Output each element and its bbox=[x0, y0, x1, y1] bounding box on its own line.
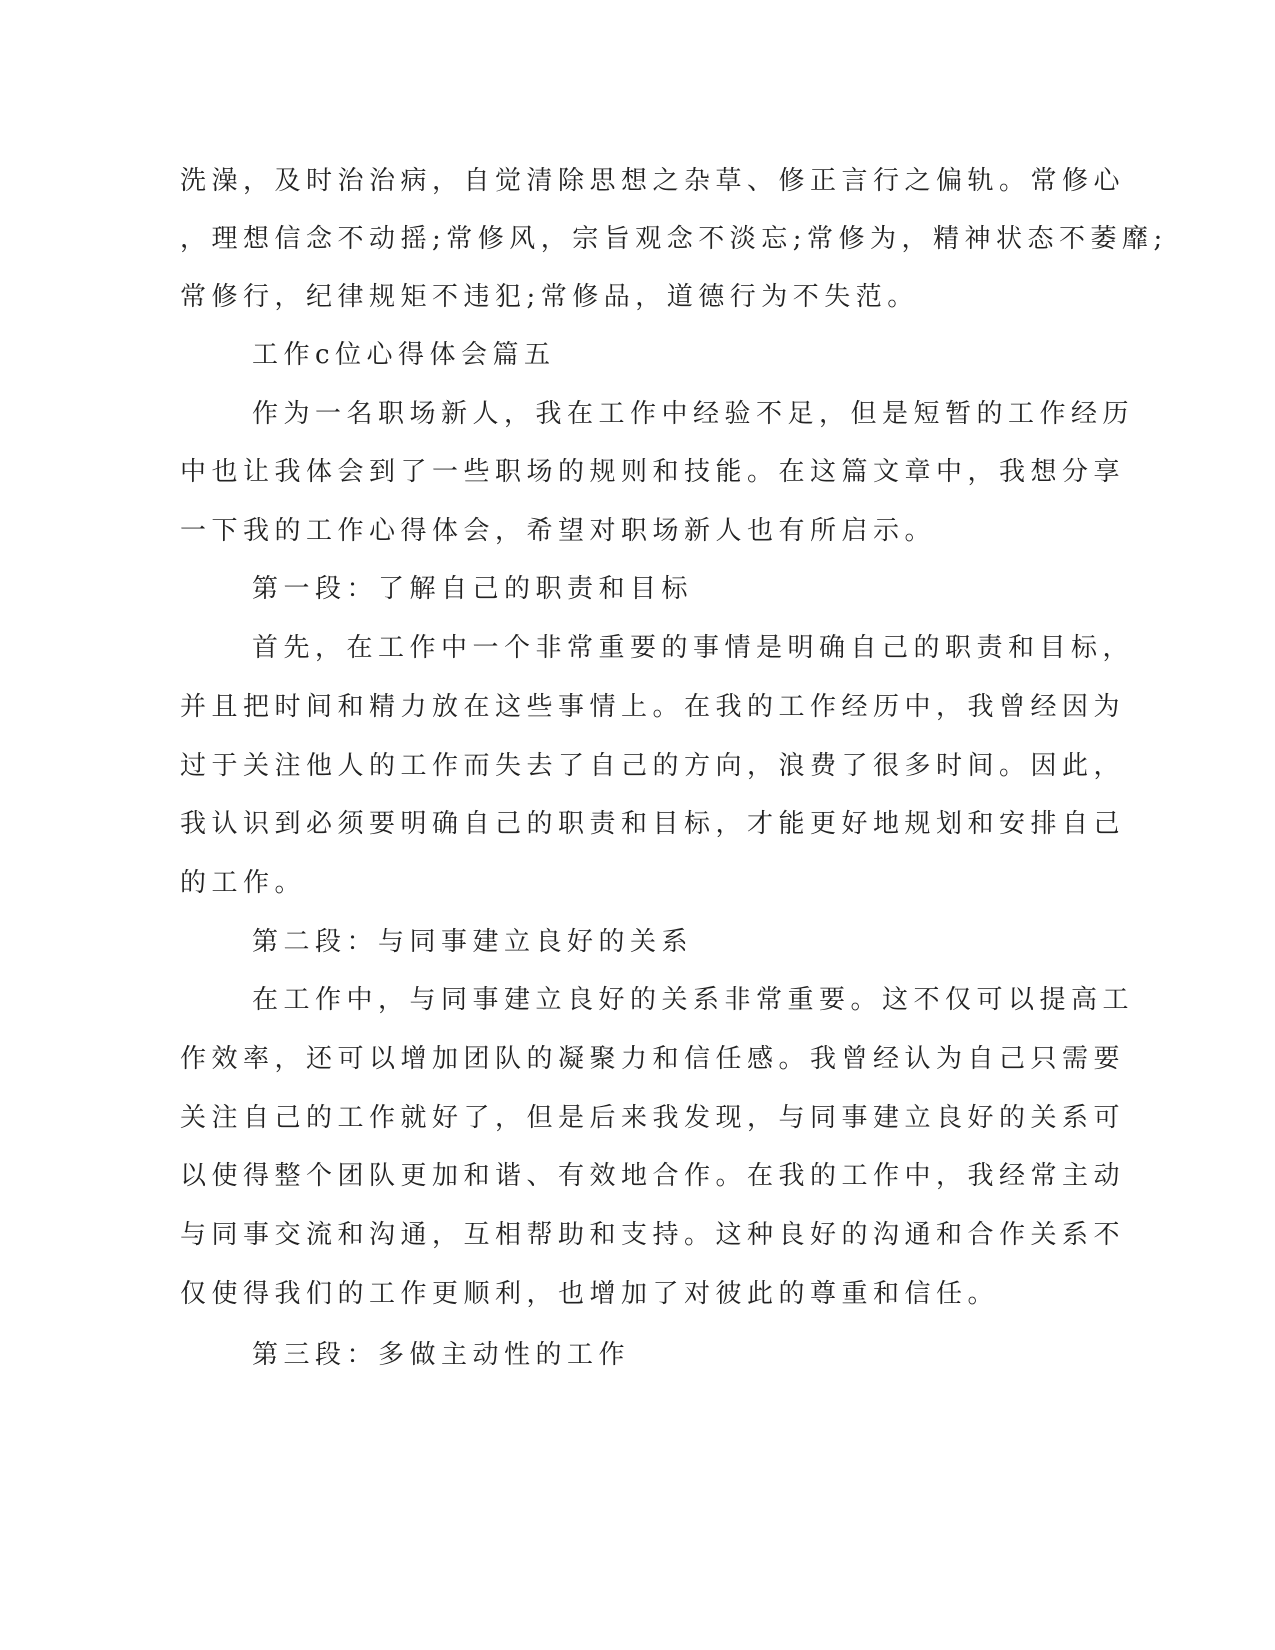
paragraph-line: 洗澡，及时治治病，自觉清除思想之杂草、修正言行之偏轨。常修心 bbox=[180, 166, 1126, 196]
paragraph-line: 与同事交流和沟通，互相帮助和支持。这种良好的沟通和合作关系不 bbox=[180, 1220, 1126, 1250]
paragraph-line: 我认识到必须要明确自己的职责和目标，才能更好地规划和安排自己 bbox=[180, 809, 1126, 839]
paragraph-line: 并且把时间和精力放在这些事情上。在我的工作经历中，我曾经因为 bbox=[180, 692, 1126, 722]
paragraph-line: 以使得整个团队更加和谐、有效地合作。在我的工作中，我经常主动 bbox=[180, 1161, 1126, 1191]
paragraph-line: 仅使得我们的工作更顺利，也增加了对彼此的尊重和信任。 bbox=[180, 1279, 1000, 1309]
section-heading: 第三段：多做主动性的工作 bbox=[252, 1340, 631, 1370]
paragraph-line: 中也让我体会到了一些职场的规则和技能。在这篇文章中，我想分享 bbox=[180, 457, 1126, 487]
section-heading: 第一段：了解自己的职责和目标 bbox=[252, 574, 694, 604]
paragraph-line: 关注自己的工作就好了，但是后来我发现，与同事建立良好的关系可 bbox=[180, 1103, 1126, 1133]
section-heading: 工作c位心得体会篇五 bbox=[252, 340, 556, 370]
paragraph-line: 的工作。 bbox=[180, 868, 307, 898]
paragraph-line: 作效率，还可以增加团队的凝聚力和信任感。我曾经认为自己只需要 bbox=[180, 1044, 1126, 1074]
paragraph-line: ，理想信念不动摇;常修风，宗旨观念不淡忘;常修为，精神状态不萎靡; bbox=[180, 224, 1168, 254]
paragraph-line: 常修行，纪律规矩不违犯;常修品，道德行为不失范。 bbox=[180, 282, 919, 312]
paragraph-line: 在工作中，与同事建立良好的关系非常重要。这不仅可以提高工 bbox=[252, 985, 1135, 1015]
paragraph-line: 作为一名职场新人，我在工作中经验不足，但是短暂的工作经历 bbox=[252, 399, 1135, 429]
paragraph-line: 过于关注他人的工作而失去了自己的方向，浪费了很多时间。因此， bbox=[180, 751, 1126, 781]
paragraph-line: 首先，在工作中一个非常重要的事情是明确自己的职责和目标， bbox=[252, 633, 1135, 663]
paragraph-line: 一下我的工作心得体会，希望对职场新人也有所启示。 bbox=[180, 516, 937, 546]
section-heading: 第二段：与同事建立良好的关系 bbox=[252, 927, 694, 957]
